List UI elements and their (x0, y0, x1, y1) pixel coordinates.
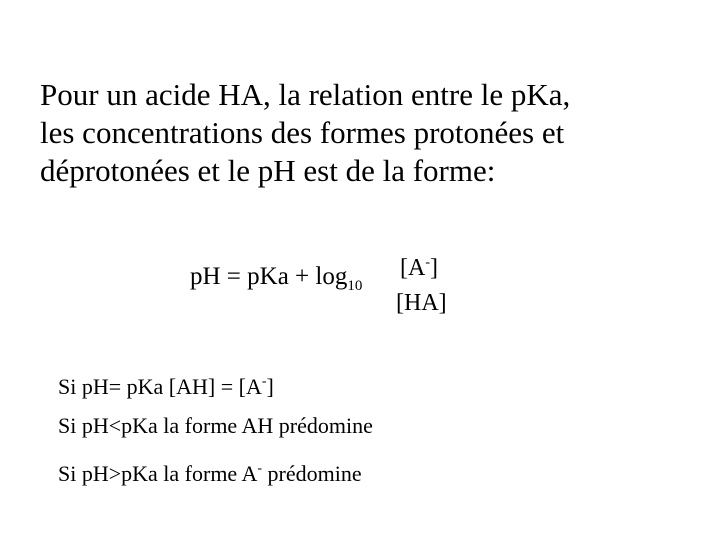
rule-higher-text: Si pH>pKa la forme A (58, 461, 258, 486)
rule-equal-close: ] (266, 374, 274, 399)
intro-line-1: Pour un acide HA, la relation entre le pKa, (40, 77, 571, 112)
formula-lhs-text: pH = pKa + log (190, 263, 348, 290)
rule-equal-charge: - (261, 374, 267, 389)
rule-lower: Si pH<pKa la forme AH prédomine (58, 413, 373, 438)
formula-numerator (400, 249, 438, 282)
formula-log-base: 10 (347, 278, 363, 294)
formula-left-side (190, 262, 362, 301)
intro-line-2: les concentrations des formes protonées et (40, 115, 565, 150)
formula-numerator-main: [A (400, 255, 426, 281)
intro-paragraph (40, 76, 700, 190)
formula-denominator: [HA] (396, 290, 447, 316)
intro-line-3: déprotonées et le pH est de la forme: (40, 153, 496, 188)
formula-numerator-charge: - (425, 255, 430, 270)
rule-higher (58, 456, 362, 487)
rule-equal-text: Si pH= pKa [AH] = [A (58, 374, 262, 399)
formula-numerator-close: ] (430, 255, 438, 281)
rule-equal (58, 369, 274, 400)
rule-higher-close: prédomine (262, 461, 362, 486)
rule-higher-charge: - (257, 461, 263, 476)
